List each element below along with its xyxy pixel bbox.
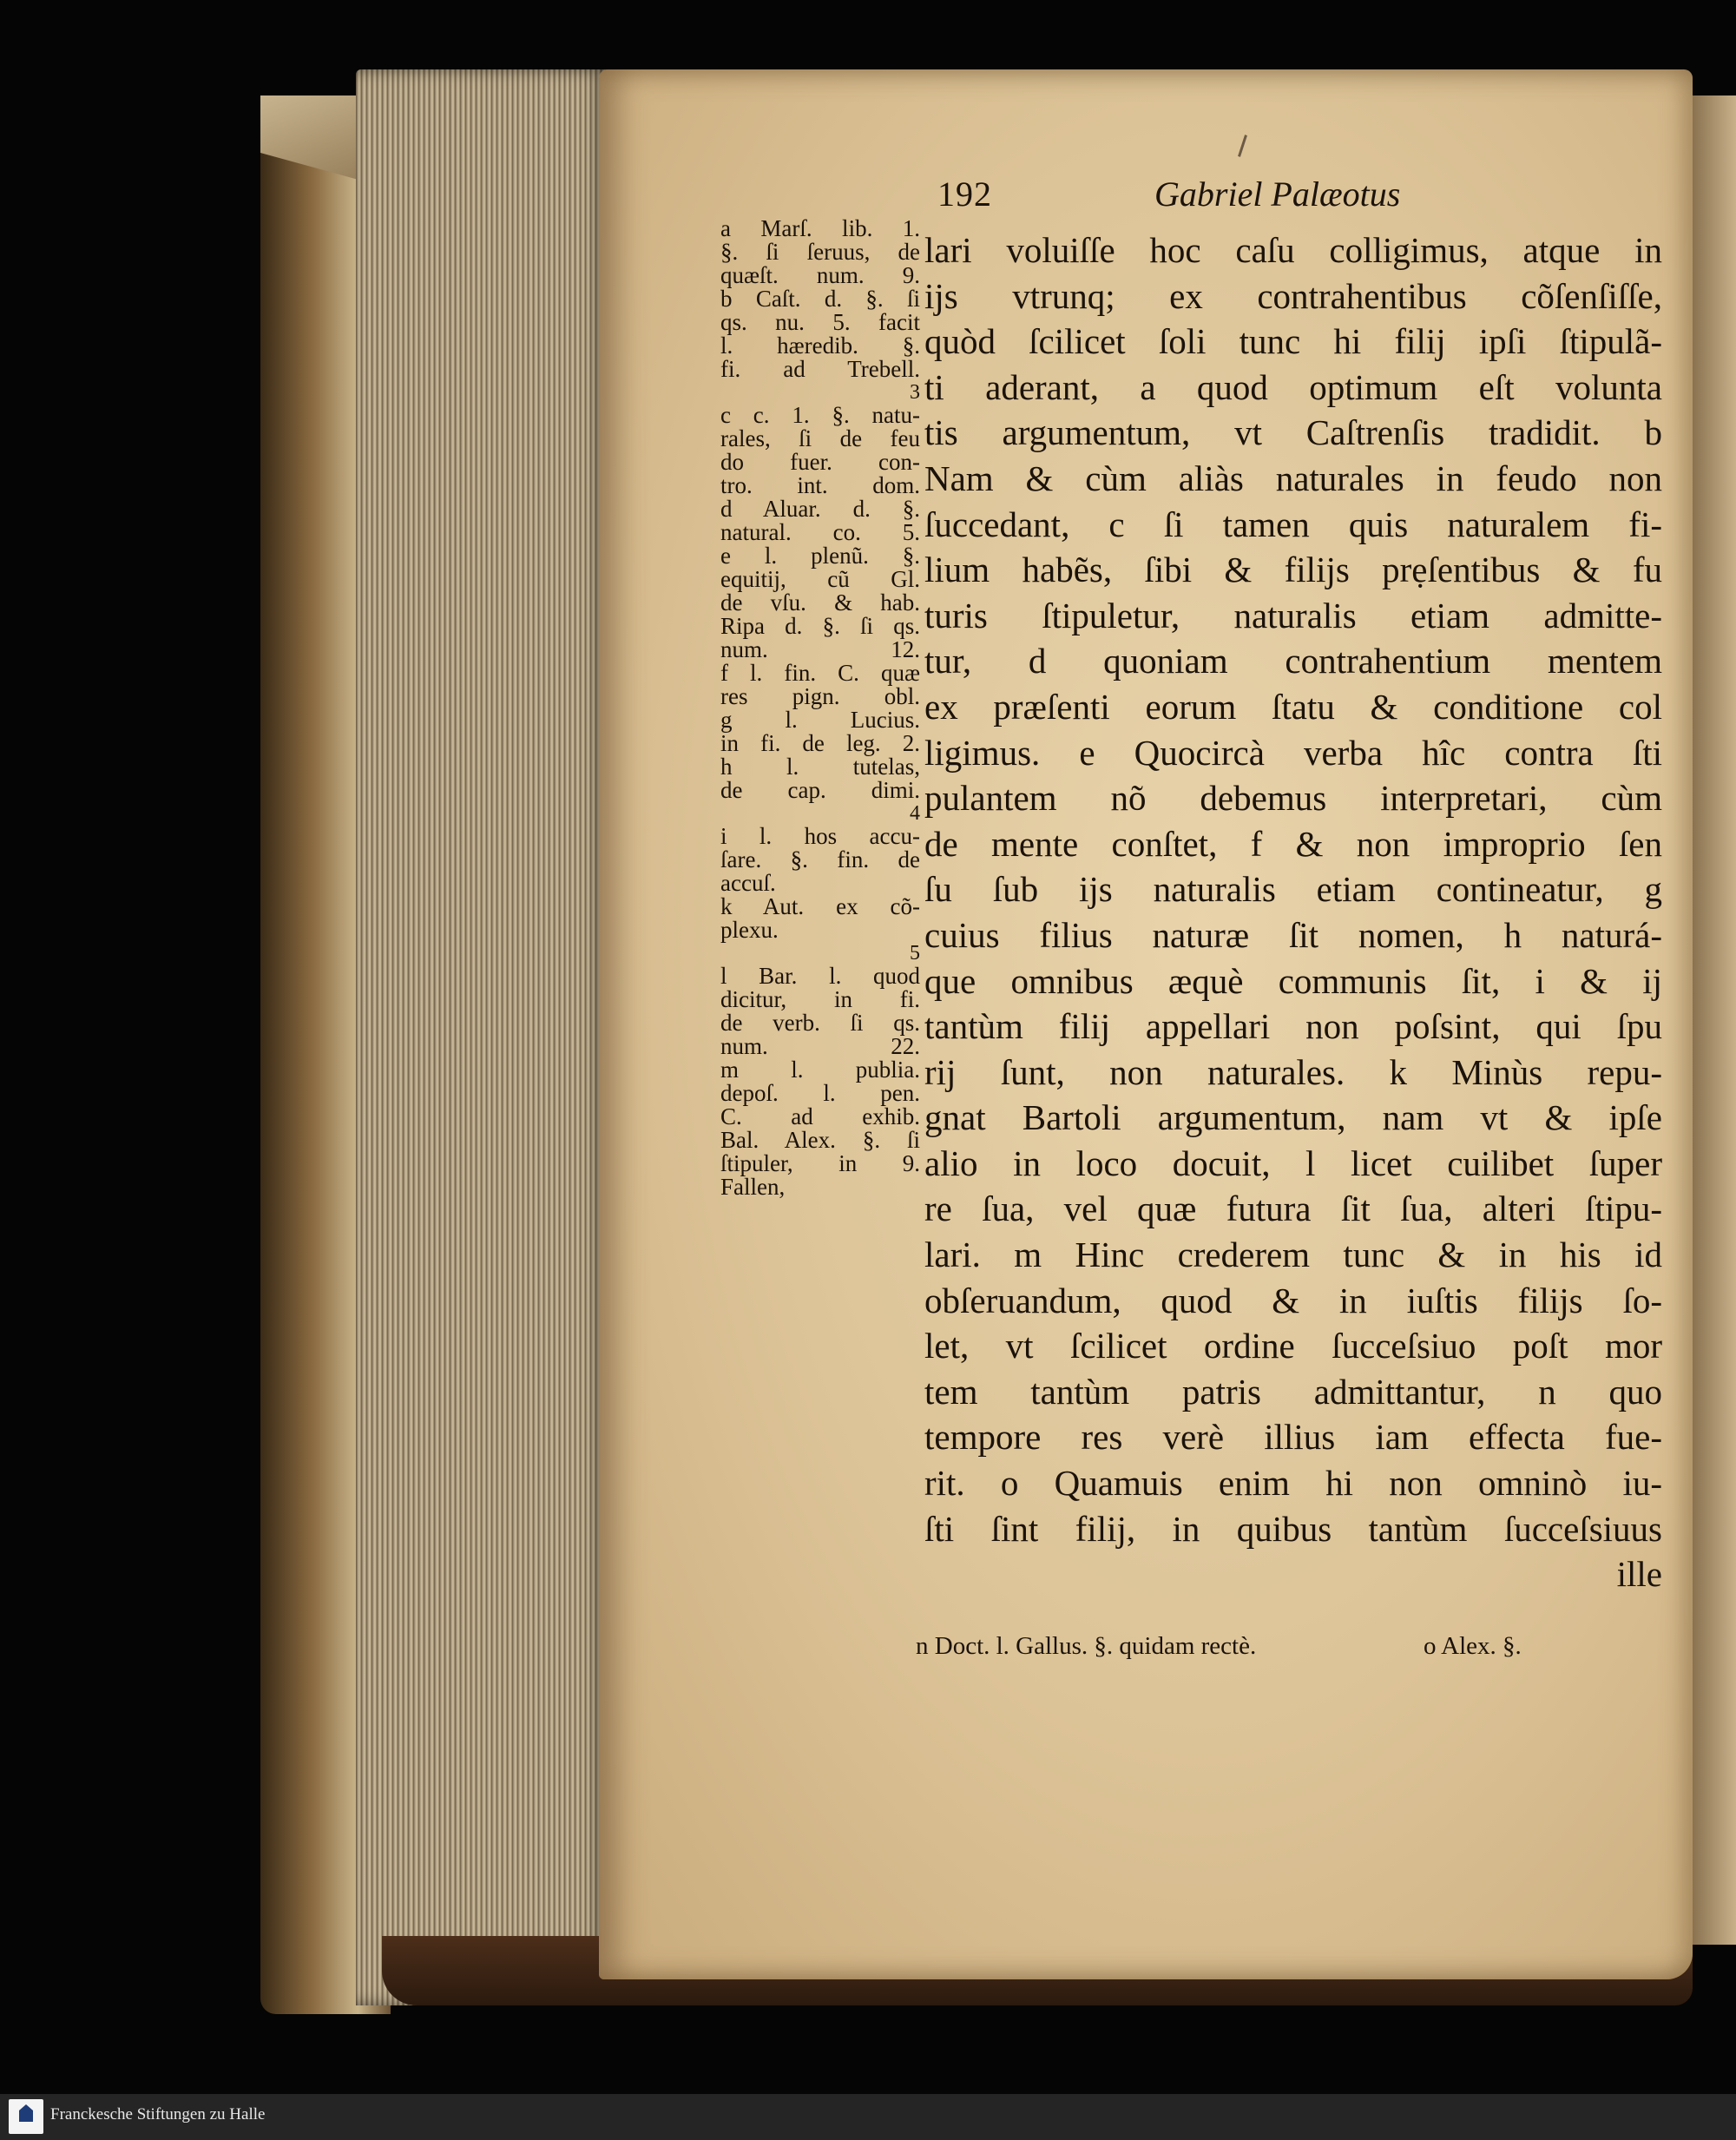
margin-note-line: i l. hos accu- (720, 823, 920, 849)
margin-note-line: rales, ſi de feu (720, 425, 920, 451)
margin-note-line: m l. publia. (720, 1057, 920, 1083)
text-line: turis ſtipuletur, naturalis etiam admitte- (924, 595, 1662, 635)
margin-note-line: ſare. §. fin. de (720, 846, 920, 872)
text-line: alio in loco docuit, l licet cuilibet ſuper (924, 1142, 1662, 1183)
text-line: ſti ſint filij, in quibus tantùm ſucceſsiuus (924, 1508, 1662, 1549)
margin-note-line: de verb. ſi qs. (720, 1010, 920, 1036)
margin-note-line: §. ſi ſeruus, de (720, 239, 920, 265)
text-line: cuius filius naturæ ſit nomen, h naturá- (924, 914, 1662, 955)
margin-note-line: accuſ. (720, 870, 776, 896)
margin-note-line: de cap. dimi. (720, 777, 920, 803)
section-number: 5 (910, 942, 920, 965)
margin-note-line: Ripa d. §. ſi qs. (720, 613, 920, 639)
facing-page-edge (1693, 95, 1736, 1945)
margin-note-line: ſtipuler, in 9. (720, 1150, 920, 1176)
margin-note-line: d Aluar. d. §. (720, 496, 920, 522)
text-line: lari. m Hinc crederem tunc & in his id (924, 1235, 1662, 1275)
text-line: ſuccedant, c ſi tamen quis naturalem fi- (924, 504, 1662, 544)
margin-note-line: h l. tutelas, (720, 754, 920, 780)
margin-note-line: dicitur, in fi. (720, 986, 920, 1012)
margin-note-line: res pign. obl. (720, 683, 920, 709)
text-line: que omnibus æquè communis ſit, i & ij (924, 960, 1662, 1001)
text-line: re ſua, vel quæ futura ſit ſua, alteri ſtipu- (924, 1189, 1662, 1229)
margin-note-line: qs. nu. 5. facit (720, 309, 920, 335)
text-line: lari voluiſſe hoc caſu colligimus, atque in (924, 230, 1662, 270)
text-line: ligimus. e Quocircà verba hîc contra ſti (924, 732, 1662, 773)
text-line: Nam & cùm aliàs naturales in feudo non (924, 458, 1662, 498)
margin-note-line: num. 12. (720, 636, 920, 662)
section-number: 3 (910, 381, 920, 404)
footnote-n: n Doct. l. Gallus. §. quidam rectè. (916, 1632, 1257, 1660)
margin-note-line: l. hæredib. §. (720, 333, 920, 359)
margin-note-line: l Bar. l. quod (720, 963, 920, 989)
margin-note-line: b Caſt. d. §. ſi (720, 286, 920, 312)
text-line: obſeruandum, quod & in iuſtis filijs ſo- (924, 1280, 1662, 1320)
text-line: ille (1616, 1554, 1662, 1595)
margin-note-line: quæſt. num. 9. (720, 262, 920, 288)
main-text-block (924, 227, 1662, 1597)
margin-note-line: equitij, cũ Gl. (720, 566, 920, 592)
text-line: rij ſunt, non naturales. k Minùs repu- (924, 1051, 1662, 1092)
text-line: tantùm filij appellari non poſsint, qui ſpu (924, 1006, 1662, 1047)
text-line: tis argumentum, vt Caſtrenſis tradidit. b (924, 412, 1662, 453)
text-line: let, vt ſcilicet ordine ſucceſsiuo poſt mor (924, 1326, 1662, 1366)
margin-note-line: de vſu. & hab. (720, 589, 920, 616)
margin-note-line: do fuer. con- (720, 449, 920, 475)
margin-note-line: c c. 1. §. natu- (720, 402, 920, 428)
margin-notes-column (720, 217, 920, 1199)
margin-note-line: tro. int. dom. (720, 472, 920, 498)
page-stack-edge (356, 69, 608, 2005)
margin-note-line: Bal. Alex. §. ſi (720, 1127, 920, 1153)
running-head-title: Gabriel Palæotus (1154, 174, 1401, 214)
text-line: rit. o Quamuis enim hi non omninò iu- (924, 1463, 1662, 1504)
margin-note-line: g l. Lucius. (720, 707, 920, 733)
viewer-footer-bar (0, 2094, 1736, 2140)
margin-note-line: fi. ad Trebell. (720, 356, 920, 382)
margin-note-line: Fallen, (720, 1174, 786, 1200)
margin-note-line: in fi. de leg. 2. (720, 730, 920, 756)
margin-note-line: k Aut. ex cõ- (720, 893, 920, 919)
margin-note-line: num. 22. (720, 1033, 920, 1059)
margin-note-line: natural. co. 5. (720, 519, 920, 545)
text-line: ſu ſub ijs naturalis etiam contineatur, g (924, 869, 1662, 910)
text-line: ex præſenti eorum ſtatu & conditione col (924, 686, 1662, 727)
text-line: ti aderant, a quod optimum eſt volunta (924, 366, 1662, 407)
margin-note-line: e l. plenũ. §. (720, 543, 920, 569)
text-line: tur, d quoniam contrahentium mentem (924, 641, 1662, 682)
text-line: de mente conſtet, f & non improprio ſen (924, 823, 1662, 864)
text-line: quòd ſcilicet ſoli tunc hi filij ipſi ſtipulã- (924, 321, 1662, 362)
text-line: tem tantùm patris admittantur, n quo (924, 1371, 1662, 1412)
margin-note-line: depoſ. l. pen. (720, 1080, 920, 1106)
text-line: pulantem nõ debemus interpretari, cùm (924, 778, 1662, 819)
margin-note-line: a Marſ. lib. 1. (720, 215, 920, 241)
margin-note-line: C. ad exhib. (720, 1103, 920, 1129)
footnote-o: o Alex. §. (1424, 1632, 1522, 1660)
margin-note-line: plexu. (720, 917, 779, 943)
text-line: gnat Bartoli argumentum, nam vt & ipſe (924, 1097, 1662, 1138)
text-line: lium habẽs, ſibi & filijs prẹſentibus & fu (924, 550, 1662, 590)
section-number: 4 (910, 802, 920, 825)
page-number: 192 (937, 174, 992, 214)
text-line: ijs vtrunq; ex contrahentibus cõſenſiſſe, (924, 275, 1662, 316)
footer-institution-text: Franckesche Stiftungen zu Halle (50, 2105, 266, 2124)
margin-note-line: f l. fin. C. quæ (720, 660, 920, 686)
franckesche-stiftungen-logo-icon[interactable] (9, 2099, 43, 2134)
text-line: tempore res verè illius iam effecta fue- (924, 1417, 1662, 1458)
